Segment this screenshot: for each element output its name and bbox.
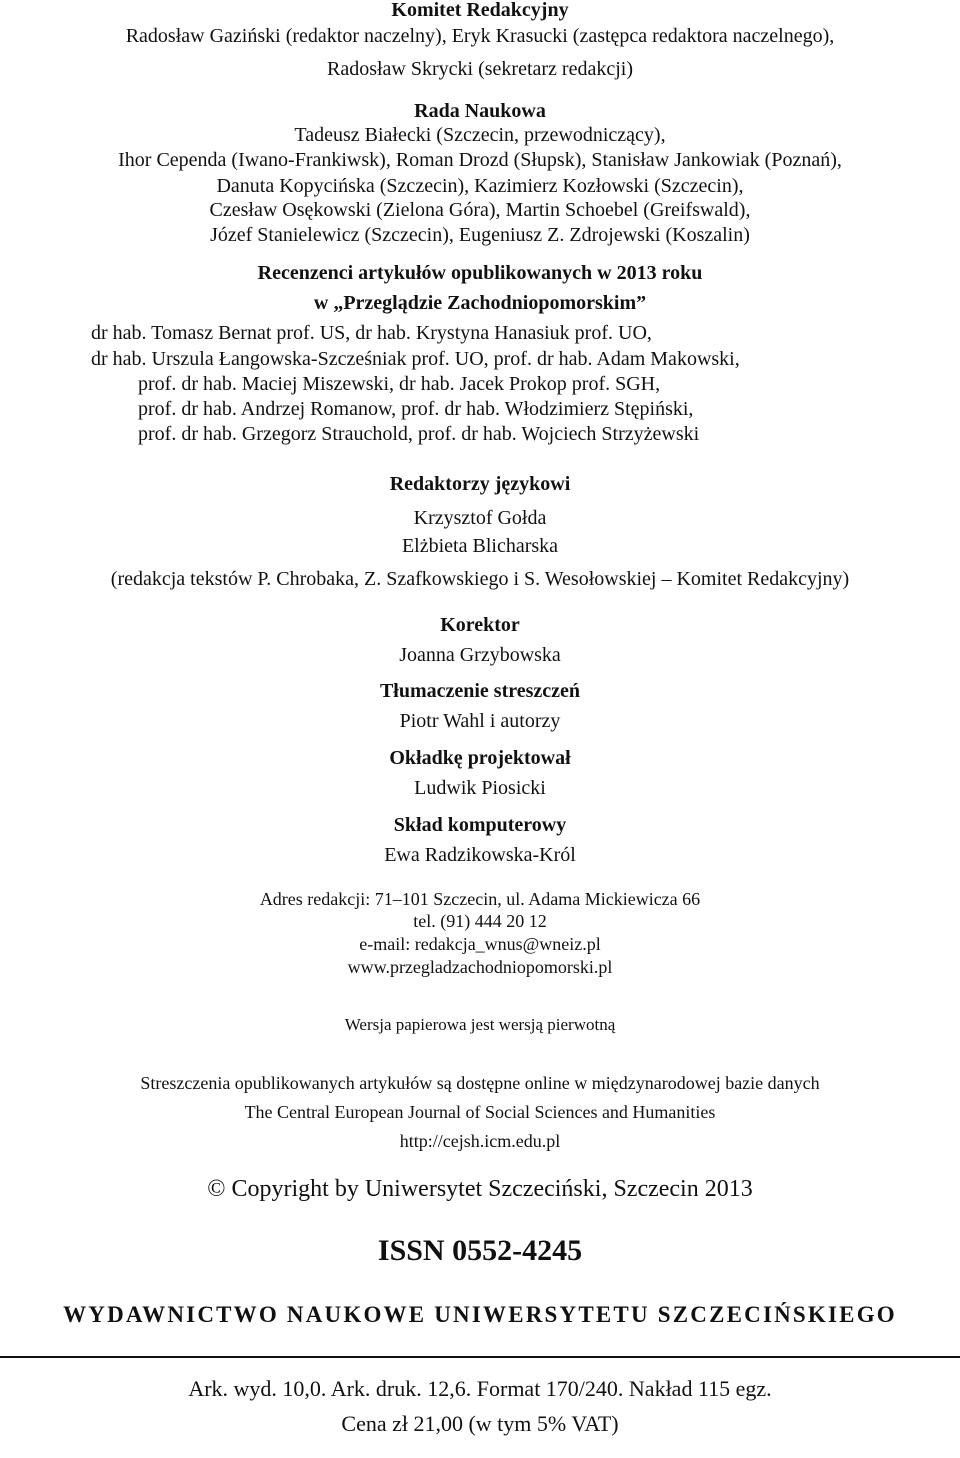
publisher-name: WYDAWNICTWO NAUKOWE UNIWERSYTETU SZCZECIŃSKIEGO — [63, 1302, 897, 1327]
language-editor-name: Krzysztof Gołda — [413, 507, 547, 529]
abstracts-note: Streszczenia opublikowanych artykułów są dostępne online w międzynarodowej bazie danych — [140, 1073, 820, 1093]
proofreader-heading: Korektor — [440, 614, 520, 636]
language-editors-heading: Redaktorzy językowi — [389, 473, 571, 495]
reviewer-line: dr hab. Urszula Łangowska-Szcześniak prof. UO, prof. dr hab. Adam Makowski, — [91, 348, 740, 370]
abstracts-database: The Central European Journal of Social Sciences and Humanities — [244, 1102, 716, 1122]
reviewers-heading-journal: w „Przeglądzie Zachodniopomorskim” — [313, 292, 647, 314]
price: Cena zł 21,00 (w tym 5% VAT) — [341, 1411, 619, 1436]
typesetting-name: Ewa Radzikowska-Król — [384, 844, 576, 866]
cover-heading: Okładkę projektował — [389, 747, 571, 769]
editorial-phone: tel. (91) 444 20 12 — [413, 911, 547, 931]
reviewers-heading: Recenzenci artykułów opublikowanych w 2013 roku — [257, 262, 703, 284]
version-note: Wersja papierowa jest wersją pierwotną — [344, 1015, 616, 1034]
editorial-email: e-mail: redakcja_wnus@wneiz.pl — [359, 934, 601, 954]
divider — [0, 1356, 960, 1358]
editorial-address: Adres redakcji: 71–101 Szczecin, ul. Adama Mickiewicza 66 — [259, 889, 701, 909]
council-line: Danuta Kopycińska (Szczecin), Kazimierz Kozłowski (Szczecin), — [216, 175, 744, 197]
council-line: Józef Stanielewicz (Szczecin), Eugeniusz Z. Zdrojewski (Koszalin) — [210, 224, 750, 246]
reviewer-line: dr hab. Tomasz Bernat prof. US, dr hab. Krystyna Hanasiuk prof. UO, — [91, 322, 652, 344]
council-line: Tadeusz Białecki (Szczecin, przewodniczący), — [294, 124, 666, 146]
reviewer-line: prof. dr hab. Maciej Miszewski, dr hab. Jacek Prokop prof. SGH, — [138, 373, 661, 395]
print-specs: Ark. wyd. 10,0. Ark. druk. 12,6. Format 170/240. Nakład 115 egz. — [188, 1376, 772, 1401]
cover-designer-name: Ludwik Piosicki — [414, 777, 546, 799]
language-editors-note: (redakcja tekstów P. Chrobaka, Z. Szafkowskiego i S. Wesołowskiej – Komitet Redakcyjny) — [110, 568, 850, 590]
copyright: © Copyright by Uniwersytet Szczeciński, Szczecin 2013 — [207, 1176, 753, 1202]
committee-line: Radosław Skrycki (sekretarz redakcji) — [327, 58, 633, 80]
translation-name: Piotr Wahl i autorzy — [399, 710, 561, 732]
language-editor-name: Elżbieta Blicharska — [401, 535, 559, 557]
council-line: Czesław Osękowski (Zielona Góra), Martin Schoebel (Greifswald), — [209, 199, 751, 221]
council-heading: Rada Naukowa — [414, 100, 546, 122]
committee-line: Radosław Gaziński (redaktor naczelny), Eryk Krasucki (zastępca redaktora naczelnego), — [125, 25, 835, 47]
editorial-website: www.przegladzachodniopomorski.pl — [347, 957, 613, 977]
committee-heading: Komitet Redakcyjny — [391, 0, 569, 21]
typesetting-heading: Skład komputerowy — [393, 814, 567, 836]
reviewer-line: prof. dr hab. Grzegorz Strauchold, prof. dr hab. Wojciech Strzyżewski — [138, 423, 700, 445]
translation-heading: Tłumaczenie streszczeń — [379, 680, 581, 702]
council-line: Ihor Cependa (Iwano-Frankiwsk), Roman Drozd (Słupsk), Stanisław Jankowiak (Poznań), — [118, 149, 842, 171]
reviewer-line: prof. dr hab. Andrzej Romanow, prof. dr hab. Włodzimierz Stępiński, — [138, 398, 694, 420]
proofreader-name: Joanna Grzybowska — [399, 644, 561, 666]
issn: ISSN 0552-4245 — [377, 1234, 583, 1267]
abstracts-url: http://cejsh.icm.edu.pl — [399, 1131, 561, 1151]
